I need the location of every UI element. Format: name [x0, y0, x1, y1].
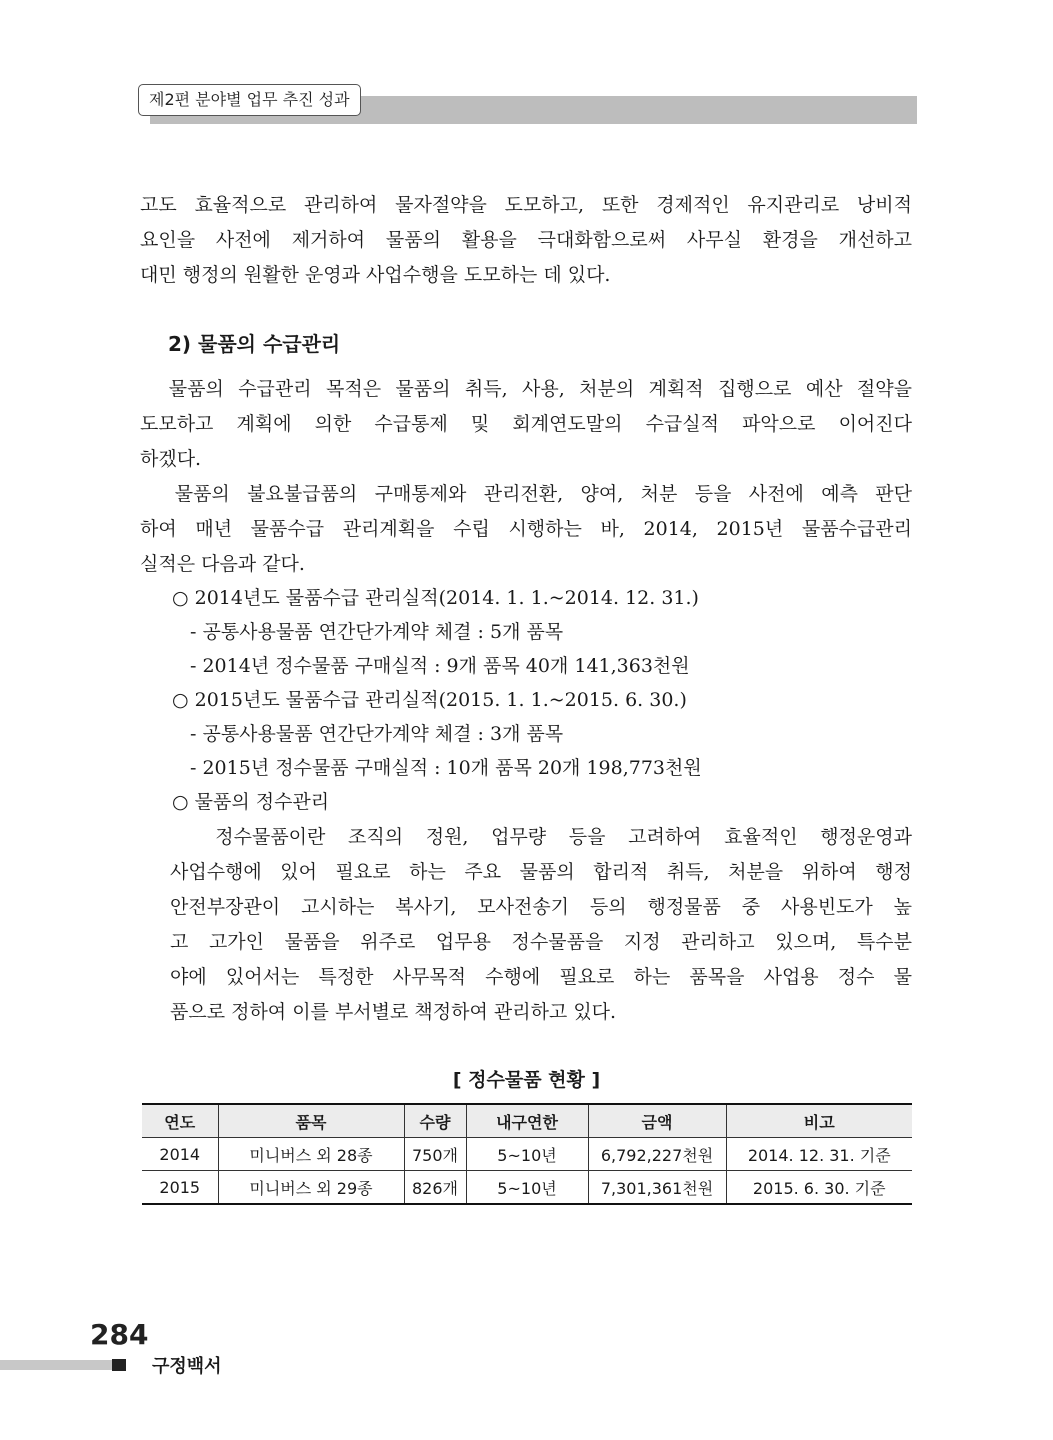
table-cell: 7,301,361천원 — [588, 1171, 726, 1205]
column-header-note: 비고 — [726, 1104, 912, 1138]
intro-line-3: 대민 행정의 원활한 운영과 사업수행을 도모하는 데 있다. — [140, 264, 611, 286]
table-row — [142, 1171, 912, 1205]
footer-bar — [0, 1360, 112, 1370]
table-cell: 2014. 12. 31. 기준 — [726, 1138, 912, 1171]
column-header-quantity: 수량 — [404, 1104, 466, 1138]
table-row — [142, 1138, 912, 1171]
section-heading: 2) 물품의 수급관리 — [168, 332, 341, 356]
para1-line-2: 도모하고 계획에 의한 수급통제 및 회계연도말의 수급실적 파악으로 이어진다 — [140, 413, 912, 435]
list-item-2015: ○ 2015년도 물품수급 관리실적(2015. 1. 1.~2015. 6. 30.) — [172, 689, 687, 711]
table-cell: 5~10년 — [466, 1171, 588, 1205]
list-subitem: - 2014년 정수물품 구매실적 : 9개 품목 40개 141,363천원 — [190, 655, 690, 677]
intro-line-1: 고도 효율적으로 관리하여 물자절약을 도모하고, 또한 경제적인 유지관리로 낭비적 — [140, 194, 912, 216]
table-cell: 750개 — [404, 1138, 466, 1171]
para3-line-5: 야에 있어서는 특정한 사무목적 수행에 필요로 하는 품목을 사업용 정수 물 — [170, 966, 912, 988]
table-cell: 826개 — [404, 1171, 466, 1205]
list-item-quota: ○ 물품의 정수관리 — [172, 791, 330, 813]
quota-items-table — [142, 1103, 912, 1205]
table-cell: 2014 — [142, 1138, 218, 1171]
book-title: 구정백서 — [152, 1356, 222, 1377]
list-subitem: - 공통사용물품 연간단가계약 체결 : 3개 품목 — [190, 723, 564, 745]
column-header-year: 연도 — [142, 1104, 218, 1138]
table-cell: 미니버스 외 29종 — [218, 1171, 404, 1205]
para2-line-3: 실적은 다음과 같다. — [140, 553, 305, 575]
para3-line-6: 품으로 정하여 이를 부서별로 책정하여 관리하고 있다. — [170, 1001, 617, 1023]
para1-line-1: 물품의 수급관리 목적은 물품의 취득, 사용, 처분의 계획적 집행으로 예산 절약을 — [140, 378, 912, 400]
column-header-durability: 내구연한 — [466, 1104, 588, 1138]
para2-line-2: 하여 매년 물품수급 관리계획을 수립 시행하는 바, 2014, 2015년 물품수급관리 — [140, 518, 912, 540]
table-cell: 2015 — [142, 1171, 218, 1205]
table-cell: 미니버스 외 28종 — [218, 1138, 404, 1171]
footer-square-marker — [112, 1359, 126, 1371]
column-header-amount: 금액 — [588, 1104, 726, 1138]
para3-line-1: 정수물품이란 조직의 정원, 업무량 등을 고려하여 효율적인 행정운영과 — [170, 826, 912, 848]
table-header-row — [142, 1104, 912, 1138]
para3-line-4: 고 고가인 물품을 위주로 업무용 정수물품을 지정 관리하고 있으며, 특수분 — [170, 931, 912, 953]
table-cell: 2015. 6. 30. 기준 — [726, 1171, 912, 1205]
list-subitem: - 2015년 정수물품 구매실적 : 10개 품목 20개 198,773천원 — [190, 757, 702, 779]
table-title: [ 정수물품 현황 ] — [452, 1069, 601, 1091]
para2-line-1: 물품의 불요불급품의 구매통제와 관리전환, 양여, 처분 등을 사전에 예측 판단 — [140, 483, 912, 505]
table-cell: 5~10년 — [466, 1138, 588, 1171]
para3-line-2: 사업수행에 있어 필요로 하는 주요 물품의 합리적 취득, 처분을 위하여 행정 — [170, 861, 912, 883]
column-header-item: 품목 — [218, 1104, 404, 1138]
page-number: 284 — [90, 1318, 149, 1351]
list-item-2014: ○ 2014년도 물품수급 관리실적(2014. 1. 1.~2014. 12. 31.) — [172, 587, 699, 609]
list-subitem: - 공통사용물품 연간단가계약 체결 : 5개 품목 — [190, 621, 564, 643]
section-tab: 제2편 분야별 업무 추진 성과 — [138, 84, 361, 116]
para3-line-3: 안전부장관이 고시하는 복사기, 모사전송기 등의 행정물품 중 사용빈도가 높 — [170, 896, 912, 918]
intro-line-2: 요인을 사전에 제거하여 물품의 활용을 극대화함으로써 사무실 환경을 개선하고 — [140, 229, 912, 251]
para1-line-3: 하겠다. — [140, 448, 202, 470]
table-cell: 6,792,227천원 — [588, 1138, 726, 1171]
